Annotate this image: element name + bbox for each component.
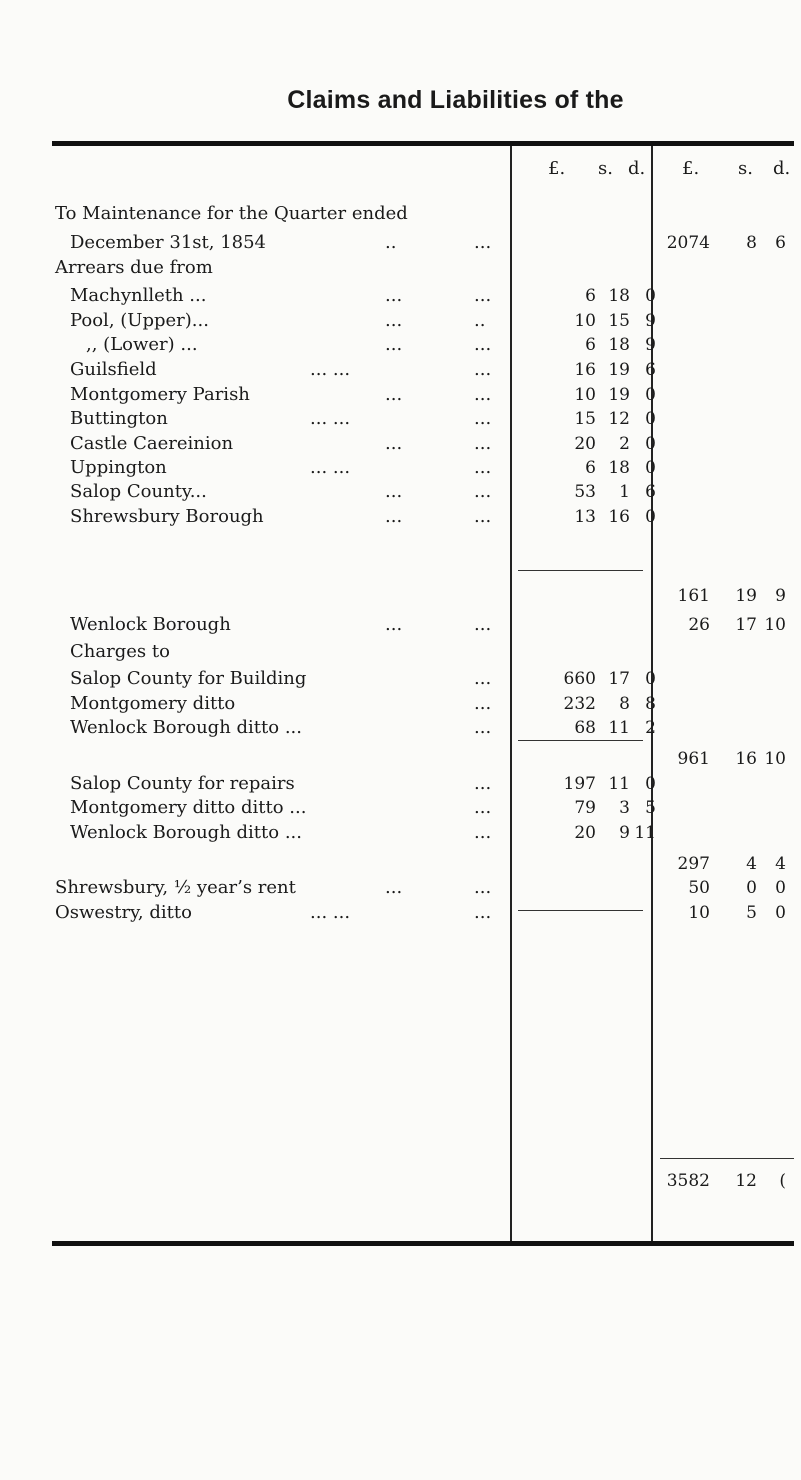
leader-dots: ... xyxy=(385,285,403,306)
amount-pence: 0 xyxy=(645,507,656,527)
leader-dots: ... xyxy=(385,506,403,527)
amount-shillings: 2 xyxy=(619,434,630,454)
amount-pounds: 161 xyxy=(677,586,710,606)
leader-dots: ... xyxy=(474,668,492,689)
amount-pence: 0 xyxy=(645,669,656,689)
amount-pence: 5 xyxy=(645,798,656,818)
leader-dots: ... xyxy=(474,614,492,635)
amount-shillings: 11 xyxy=(608,774,630,794)
top-rule xyxy=(52,141,794,146)
subtotal-rule xyxy=(518,740,643,741)
amount-pence: 6 xyxy=(775,233,786,253)
leader-dots: ... xyxy=(385,481,403,502)
page-title: Claims and Liabilities of the xyxy=(287,86,624,114)
amount-pence: 9 xyxy=(775,586,786,606)
row-label: Shrewsbury, ½ year’s rent xyxy=(55,877,296,898)
amount-shillings: 0 xyxy=(746,878,757,898)
amount-pounds: 6 xyxy=(585,458,596,478)
amount-pounds: 232 xyxy=(563,694,596,714)
amount-pence: 0 xyxy=(775,903,786,923)
grand-total-pence: ( xyxy=(779,1171,786,1191)
amount-shillings: 16 xyxy=(608,507,630,527)
row-label: Montgomery ditto ditto ... xyxy=(70,797,307,818)
subtotal-rule xyxy=(518,910,643,911)
row-label: December 31st, 1854 xyxy=(70,232,267,253)
leader-dots: ... xyxy=(474,693,492,714)
amount-shillings: 4 xyxy=(746,854,757,874)
amount-pounds: 53 xyxy=(574,482,596,502)
header-pounds: £. xyxy=(682,158,700,179)
amount-shillings: 9 xyxy=(619,823,630,843)
amount-pence: 9 xyxy=(645,311,656,331)
row-label: Guilsfield xyxy=(70,359,157,380)
leader-dots: ... xyxy=(474,457,492,478)
amount-shillings: 8 xyxy=(619,694,630,714)
amount-pounds: 10 xyxy=(688,903,710,923)
amount-pence: 0 xyxy=(645,409,656,429)
row-label: To Maintenance for the Quarter ended xyxy=(55,203,408,224)
amount-pence: 4 xyxy=(775,854,786,874)
leader-dots: ... xyxy=(474,506,492,527)
row-label: Montgomery ditto xyxy=(70,693,236,714)
leader-dots: ... xyxy=(474,797,492,818)
bottom-rule xyxy=(52,1241,794,1246)
row-label: Wenlock Borough xyxy=(70,614,231,635)
amount-shillings: 19 xyxy=(608,385,630,405)
amount-pounds: 20 xyxy=(574,434,596,454)
amount-pounds: 10 xyxy=(574,311,596,331)
leader-dots: ... xyxy=(474,384,492,405)
column-divider xyxy=(510,146,512,1241)
amount-pence: 0 xyxy=(645,458,656,478)
leader-dots: ... xyxy=(474,433,492,454)
amount-pence: 2 xyxy=(645,718,656,738)
amount-pounds: 961 xyxy=(677,749,710,769)
leader-dots: ... xyxy=(474,822,492,843)
amount-pounds: 10 xyxy=(574,385,596,405)
row-label: Wenlock Borough ditto ... xyxy=(70,822,302,843)
leader-dots: ... xyxy=(474,232,492,253)
row-label: ,, (Lower) ... xyxy=(86,334,198,355)
leader-dots: ... xyxy=(474,359,492,380)
row-label: Salop County for Building xyxy=(70,668,307,689)
amount-pounds: 79 xyxy=(574,798,596,818)
amount-pounds: 660 xyxy=(563,669,596,689)
row-label: Arrears due from xyxy=(55,257,213,278)
row-label: Uppington xyxy=(70,457,167,478)
amount-shillings: 8 xyxy=(746,233,757,253)
amount-pounds: 20 xyxy=(574,823,596,843)
header-shillings: s. xyxy=(598,158,613,179)
amount-pence: 11 xyxy=(634,823,656,843)
amount-pounds: 6 xyxy=(585,286,596,306)
amount-shillings: 5 xyxy=(746,903,757,923)
header-pence: d. xyxy=(773,158,791,179)
row-label: Oswestry, ditto xyxy=(55,902,192,923)
amount-pounds: 297 xyxy=(677,854,710,874)
amount-shillings: 3 xyxy=(619,798,630,818)
amount-pounds: 15 xyxy=(574,409,596,429)
header-pence: d. xyxy=(628,158,646,179)
amount-shillings: 18 xyxy=(608,286,630,306)
leader-dots: ... xyxy=(474,481,492,502)
row-label: Salop County... xyxy=(70,481,207,502)
row-label: Shrewsbury Borough xyxy=(70,506,264,527)
leader-dots: ... xyxy=(474,334,492,355)
amount-pence: 9 xyxy=(645,335,656,355)
amount-pence: 10 xyxy=(764,615,786,635)
leader-dots: ... xyxy=(385,384,403,405)
amount-pounds: 68 xyxy=(574,718,596,738)
grand-total-shillings: 12 xyxy=(735,1171,757,1191)
amount-pence: 8 xyxy=(645,694,656,714)
leader-dots: ... xyxy=(385,614,403,635)
subtotal-rule xyxy=(660,1158,794,1159)
leader-dots: ... xyxy=(385,877,403,898)
amount-shillings: 17 xyxy=(735,615,757,635)
leader-dots: ... xyxy=(385,310,403,331)
amount-pence: 0 xyxy=(645,434,656,454)
amount-shillings: 19 xyxy=(735,586,757,606)
leader-dots: .. xyxy=(385,232,397,253)
leader-dots: ... xyxy=(474,773,492,794)
amount-shillings: 1 xyxy=(619,482,630,502)
amount-shillings: 15 xyxy=(608,311,630,331)
leader-dots: ... xyxy=(474,902,492,923)
amount-pence: 6 xyxy=(645,482,656,502)
leader-dots: .. xyxy=(474,310,486,331)
amount-pounds: 13 xyxy=(574,507,596,527)
row-label: Charges to xyxy=(70,641,170,662)
grand-total-pounds: 3582 xyxy=(666,1171,710,1191)
subtotal-rule xyxy=(518,570,643,571)
amount-pence: 0 xyxy=(775,878,786,898)
row-label: Buttington xyxy=(70,408,168,429)
leader-dots: ... xyxy=(385,334,403,355)
header-shillings: s. xyxy=(738,158,753,179)
leader-dots: ... ... xyxy=(310,457,351,478)
amount-pence: 6 xyxy=(645,360,656,380)
leader-dots: ... ... xyxy=(310,902,351,923)
amount-pounds: 197 xyxy=(563,774,596,794)
leader-dots: ... ... xyxy=(310,408,351,429)
leader-dots: ... xyxy=(474,877,492,898)
leader-dots: ... ... xyxy=(310,359,351,380)
amount-pence: 10 xyxy=(764,749,786,769)
amount-pence: 0 xyxy=(645,385,656,405)
amount-shillings: 19 xyxy=(608,360,630,380)
row-label: Wenlock Borough ditto ... xyxy=(70,717,302,738)
amount-pounds: 50 xyxy=(688,878,710,898)
amount-pounds: 26 xyxy=(688,615,710,635)
amount-shillings: 12 xyxy=(608,409,630,429)
leader-dots: ... xyxy=(474,717,492,738)
amount-pounds: 16 xyxy=(574,360,596,380)
amount-pounds: 2074 xyxy=(666,233,710,253)
leader-dots: ... xyxy=(385,433,403,454)
row-label: Machynlleth ... xyxy=(70,285,207,306)
row-label: Pool, (Upper)... xyxy=(70,310,209,331)
leader-dots: ... xyxy=(474,285,492,306)
amount-shillings: 18 xyxy=(608,335,630,355)
row-label: Salop County for repairs xyxy=(70,773,295,794)
amount-pence: 0 xyxy=(645,774,656,794)
amount-pounds: 6 xyxy=(585,335,596,355)
amount-shillings: 18 xyxy=(608,458,630,478)
leader-dots: ... xyxy=(474,408,492,429)
header-pounds: £. xyxy=(548,158,566,179)
amount-shillings: 17 xyxy=(608,669,630,689)
amount-shillings: 11 xyxy=(608,718,630,738)
amount-shillings: 16 xyxy=(735,749,757,769)
row-label: Castle Caereinion xyxy=(70,433,234,454)
row-label: Montgomery Parish xyxy=(70,384,250,405)
amount-pence: 0 xyxy=(645,286,656,306)
